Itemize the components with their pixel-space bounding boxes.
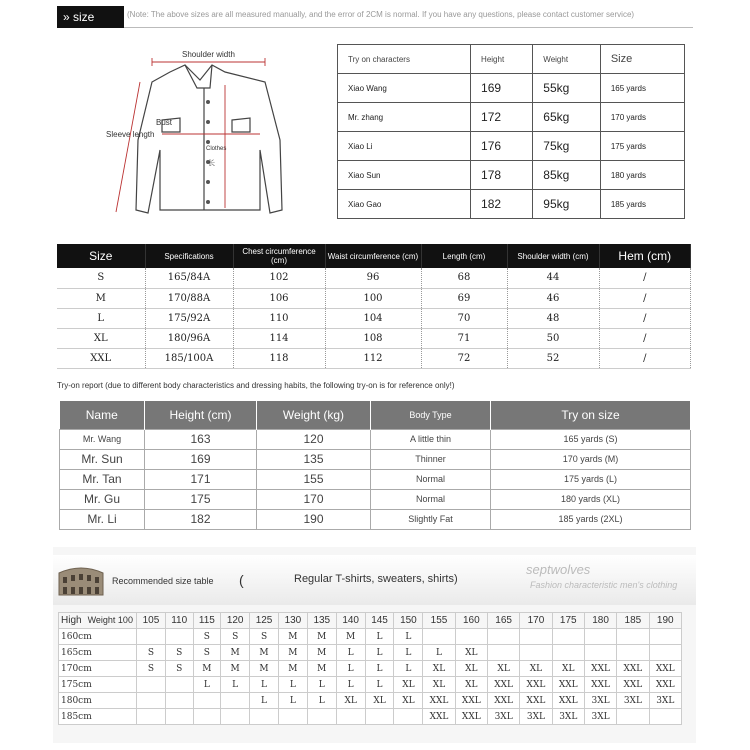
size-cell: XL	[520, 661, 552, 677]
table-cell: Normal	[371, 489, 491, 509]
table-cell: /	[599, 308, 691, 328]
height-cell: 180cm	[59, 693, 137, 709]
table-cell: 96	[325, 268, 421, 288]
size-cell	[584, 645, 616, 661]
size-cell: 3XL	[584, 693, 616, 709]
size-cell	[394, 709, 423, 725]
size-cell: L	[394, 629, 423, 645]
size-cell: M	[250, 661, 279, 677]
size-cell: XXL	[487, 693, 519, 709]
size-cell: L	[336, 645, 365, 661]
table-cell: 95kg	[533, 190, 601, 219]
weight-header-cell: 180	[584, 613, 616, 629]
size-cell: XXL	[423, 709, 455, 725]
weight-header-cell: 130	[278, 613, 307, 629]
size-cell: S	[165, 661, 193, 677]
table-cell: 102	[233, 268, 325, 288]
weight-header-cell: 105	[137, 613, 166, 629]
table-cell: 85kg	[533, 161, 601, 190]
table-cell: 100	[325, 288, 421, 308]
size-cell: L	[394, 645, 423, 661]
size-cell: L	[365, 677, 394, 693]
recommended-subtitle: Regular T-shirts, sweaters, shirts)	[294, 573, 458, 585]
table-cell: 55kg	[533, 74, 601, 103]
height-cell: 160cm	[59, 629, 137, 645]
size-cell: L	[193, 677, 221, 693]
size-cell	[617, 709, 649, 725]
height-cell: 170cm	[59, 661, 137, 677]
table-row	[57, 268, 691, 288]
size-cell: XL	[423, 661, 455, 677]
size-cell: M	[336, 629, 365, 645]
size-cell	[520, 629, 552, 645]
table-cell: 106	[233, 288, 325, 308]
size-cell: L	[336, 661, 365, 677]
size-cell: XXL	[520, 677, 552, 693]
size-cell: 3XL	[584, 709, 616, 725]
table-cell: Xiao Sun	[338, 161, 471, 190]
table-cell: 112	[325, 348, 421, 368]
size-cell: XL	[487, 661, 519, 677]
size-cell: L	[278, 693, 307, 709]
table-row	[60, 469, 691, 489]
size-cell	[584, 629, 616, 645]
table-cell: Mr. zhang	[338, 103, 471, 132]
size-cell	[221, 709, 250, 725]
size-cell: XL	[552, 661, 584, 677]
table-row	[338, 161, 685, 190]
weight-header-cell: 175	[552, 613, 584, 629]
table-cell: 135	[257, 449, 371, 469]
weight-header-cell: 140	[336, 613, 365, 629]
table-cell: M	[57, 288, 145, 308]
table-row	[59, 645, 682, 661]
table-row	[60, 429, 691, 449]
table-cell: 69	[421, 288, 507, 308]
table-cell: L	[57, 308, 145, 328]
table-cell: 182	[145, 509, 257, 529]
table-cell: /	[599, 348, 691, 368]
height-cell: 185cm	[59, 709, 137, 725]
table-row	[59, 629, 682, 645]
table-row	[59, 693, 682, 709]
table-cell: 165/84A	[145, 268, 233, 288]
size-cell: 3XL	[520, 709, 552, 725]
table-row	[57, 288, 691, 308]
size-cell	[487, 629, 519, 645]
size-cell	[137, 677, 166, 693]
size-cell: L	[278, 677, 307, 693]
size-cell: L	[365, 629, 394, 645]
table-cell: 185 yards (2XL)	[491, 509, 691, 529]
size-cell	[137, 709, 166, 725]
table-row	[57, 308, 691, 328]
size-cell: M	[221, 661, 250, 677]
table-cell: Mr. Sun	[60, 449, 145, 469]
bust-label: Bust	[156, 118, 173, 127]
weight-header-cell: 110	[165, 613, 193, 629]
table-header-row	[338, 45, 685, 74]
column-header: Weight	[533, 45, 601, 74]
table-cell: 180 yards	[600, 161, 684, 190]
recommended-size-grid	[58, 612, 682, 725]
table-cell: 180/96A	[145, 328, 233, 348]
corner-weight-label: Weight 100	[87, 615, 133, 625]
size-cell: XL	[455, 677, 487, 693]
size-cell: L	[423, 645, 455, 661]
weight-header-cell: 125	[250, 613, 279, 629]
table-row	[60, 489, 691, 509]
weight-header-cell: 185	[617, 613, 649, 629]
table-cell: 70	[421, 308, 507, 328]
column-header: Try on size	[491, 401, 691, 429]
table-row	[338, 103, 685, 132]
size-cell: XL	[394, 693, 423, 709]
size-cell: M	[221, 645, 250, 661]
size-cell	[193, 709, 221, 725]
size-cell: 3XL	[552, 709, 584, 725]
table-cell: 155	[257, 469, 371, 489]
size-cell: L	[394, 661, 423, 677]
size-cell: XXL	[617, 661, 649, 677]
table-cell: 50	[507, 328, 599, 348]
sleeve-length-label: Sleeve length	[106, 130, 155, 139]
height-cell: 175cm	[59, 677, 137, 693]
table-row	[338, 132, 685, 161]
size-cell	[278, 709, 307, 725]
size-cell: M	[193, 661, 221, 677]
tryon-report-table	[59, 401, 691, 530]
size-cell: XXL	[552, 677, 584, 693]
size-cell: XXL	[617, 677, 649, 693]
table-cell: 169	[471, 74, 533, 103]
size-cell: L	[307, 693, 336, 709]
size-cell: S	[137, 661, 166, 677]
size-cell: XXL	[584, 661, 616, 677]
table-cell: 176	[471, 132, 533, 161]
table-cell: 104	[325, 308, 421, 328]
table-cell: 182	[471, 190, 533, 219]
size-cell	[137, 629, 166, 645]
recommended-title: Recommended size table	[112, 576, 214, 586]
size-cell: XL	[423, 677, 455, 693]
size-cell: M	[278, 629, 307, 645]
weight-header-cell: 135	[307, 613, 336, 629]
table-cell: 171	[145, 469, 257, 489]
table-cell: 175	[145, 489, 257, 509]
column-header: Size	[57, 244, 145, 268]
size-cell: 3XL	[649, 693, 681, 709]
weight-header-cell: 150	[394, 613, 423, 629]
size-cell	[617, 645, 649, 661]
size-cell: XXL	[649, 661, 681, 677]
measurement-note: (Note: The above sizes are all measured manually, and the error of 2CM is normal. If you have any questions, please contact customer service)	[127, 10, 635, 19]
size-cell	[520, 645, 552, 661]
table-cell: 170 yards	[600, 103, 684, 132]
table-cell: 190	[257, 509, 371, 529]
size-cell: M	[307, 645, 336, 661]
brand-watermark: septwolves	[526, 562, 591, 577]
weight-header-cell: 165	[487, 613, 519, 629]
table-row	[59, 709, 682, 725]
size-cell: L	[250, 677, 279, 693]
table-cell: 175 yards	[600, 132, 684, 161]
size-cell: S	[250, 629, 279, 645]
table-cell: 46	[507, 288, 599, 308]
size-cell: XXL	[649, 677, 681, 693]
column-header: Waist circumference (cm)	[325, 244, 421, 268]
size-cell	[617, 629, 649, 645]
size-cell: XL	[394, 677, 423, 693]
column-header: Shoulder width (cm)	[507, 244, 599, 268]
table-cell: XL	[57, 328, 145, 348]
size-cell: L	[336, 677, 365, 693]
size-cell: XXL	[552, 693, 584, 709]
table-cell: 72	[421, 348, 507, 368]
table-cell: Thinner	[371, 449, 491, 469]
table-row	[59, 677, 682, 693]
size-cell: M	[250, 645, 279, 661]
size-chart-tag: » size chart	[57, 6, 124, 28]
size-cell	[250, 709, 279, 725]
table-cell: 175/92A	[145, 308, 233, 328]
table-cell: 175 yards (L)	[491, 469, 691, 489]
weight-header-cell: 170	[520, 613, 552, 629]
table-cell: A little thin	[371, 429, 491, 449]
table-cell: 44	[507, 268, 599, 288]
table-cell: 75kg	[533, 132, 601, 161]
table-cell: 68	[421, 268, 507, 288]
size-cell: L	[365, 645, 394, 661]
size-cell	[365, 709, 394, 725]
size-spec-table	[57, 244, 691, 369]
column-header: Length (cm)	[421, 244, 507, 268]
column-header: Try on characters	[338, 45, 471, 74]
table-cell: 65kg	[533, 103, 601, 132]
column-header: Body Type	[371, 401, 491, 429]
table-row	[338, 190, 685, 219]
table-cell: 165 yards (S)	[491, 429, 691, 449]
size-cell: XXL	[455, 693, 487, 709]
column-header: Chest circumference (cm)	[233, 244, 325, 268]
weight-header-cell: 120	[221, 613, 250, 629]
size-cell	[193, 693, 221, 709]
size-cell: XXL	[455, 709, 487, 725]
tryon-report-note: Try-on report (due to different body characteristics and dressing habits, the following try-on is for reference only!)	[57, 381, 455, 390]
table-cell: /	[599, 328, 691, 348]
table-cell: 165 yards	[600, 74, 684, 103]
colosseum-icon	[57, 563, 105, 597]
size-cell: 3XL	[487, 709, 519, 725]
column-header: Height (cm)	[145, 401, 257, 429]
table-cell: 110	[233, 308, 325, 328]
length-glyph: 长	[208, 160, 215, 167]
size-cell: XXL	[423, 693, 455, 709]
table-cell: Xiao Gao	[338, 190, 471, 219]
shirt-diagram	[100, 40, 320, 230]
column-header: Specifications	[145, 244, 233, 268]
table-cell: 114	[233, 328, 325, 348]
size-cell: M	[307, 629, 336, 645]
weight-header-cell: 160	[455, 613, 487, 629]
table-row	[57, 328, 691, 348]
size-cell: XXL	[487, 677, 519, 693]
table-cell: 170 yards (M)	[491, 449, 691, 469]
size-cell: M	[278, 645, 307, 661]
size-cell: L	[221, 677, 250, 693]
table-row	[59, 661, 682, 677]
size-cell: XL	[336, 693, 365, 709]
size-cell: L	[307, 677, 336, 693]
table-cell: 180 yards (XL)	[491, 489, 691, 509]
weight-header-cell: 155	[423, 613, 455, 629]
tryon-characters-table	[337, 44, 685, 219]
size-cell	[649, 629, 681, 645]
size-cell: L	[250, 693, 279, 709]
size-cell: S	[221, 629, 250, 645]
size-cell	[165, 693, 193, 709]
table-cell: Mr. Tan	[60, 469, 145, 489]
size-cell: S	[165, 645, 193, 661]
column-header: Size	[600, 45, 684, 74]
table-cell: /	[599, 268, 691, 288]
column-header: Height	[471, 45, 533, 74]
size-cell: M	[278, 661, 307, 677]
size-cell: M	[307, 661, 336, 677]
table-cell: Xiao Wang	[338, 74, 471, 103]
table-row	[60, 509, 691, 529]
table-cell: 163	[145, 429, 257, 449]
column-header: Name	[60, 401, 145, 429]
table-cell: Mr. Li	[60, 509, 145, 529]
size-cell	[649, 645, 681, 661]
size-cell: XL	[365, 693, 394, 709]
table-cell: Xiao Li	[338, 132, 471, 161]
height-cell: 165cm	[59, 645, 137, 661]
size-cell	[307, 709, 336, 725]
table-cell: 108	[325, 328, 421, 348]
size-cell: S	[193, 645, 221, 661]
clothes-label: Clothes	[206, 146, 227, 152]
weight-header-cell: 115	[193, 613, 221, 629]
weight-header-cell: 190	[649, 613, 681, 629]
grid-corner-cell	[59, 613, 137, 629]
weight-header-cell: 145	[365, 613, 394, 629]
column-header: Weight (kg)	[257, 401, 371, 429]
size-cell	[165, 677, 193, 693]
size-cell: S	[193, 629, 221, 645]
size-cell	[137, 693, 166, 709]
table-cell: 48	[507, 308, 599, 328]
size-cell	[487, 645, 519, 661]
size-cell	[423, 629, 455, 645]
size-cell	[455, 629, 487, 645]
size-cell	[165, 709, 193, 725]
table-row	[57, 348, 691, 368]
table-cell: Mr. Gu	[60, 489, 145, 509]
table-header-row	[60, 401, 691, 429]
table-cell: 118	[233, 348, 325, 368]
size-cell: XL	[455, 661, 487, 677]
size-cell: L	[365, 661, 394, 677]
table-cell: 185/100A	[145, 348, 233, 368]
grid-header-row	[59, 613, 682, 629]
size-cell	[552, 629, 584, 645]
table-cell: Mr. Wang	[60, 429, 145, 449]
table-cell: 185 yards	[600, 190, 684, 219]
shoulder-width-label: Shoulder width	[182, 50, 235, 59]
size-chart-header	[57, 6, 693, 46]
table-cell: 71	[421, 328, 507, 348]
recommended-paren: (	[239, 572, 244, 588]
table-cell: 178	[471, 161, 533, 190]
table-cell: 170	[257, 489, 371, 509]
size-cell: 3XL	[617, 693, 649, 709]
size-cell: XXL	[520, 693, 552, 709]
table-cell: 172	[471, 103, 533, 132]
table-cell: 169	[145, 449, 257, 469]
size-cell	[649, 709, 681, 725]
table-row	[60, 449, 691, 469]
column-header: Hem (cm)	[599, 244, 691, 268]
table-cell: 52	[507, 348, 599, 368]
table-header-row	[57, 244, 691, 268]
table-cell: S	[57, 268, 145, 288]
table-cell: Slightly Fat	[371, 509, 491, 529]
corner-high-label: High	[61, 615, 82, 626]
table-cell: 170/88A	[145, 288, 233, 308]
size-cell: XXL	[584, 677, 616, 693]
table-row	[338, 74, 685, 103]
table-cell: 120	[257, 429, 371, 449]
table-cell: /	[599, 288, 691, 308]
brand-tagline: Fashion characteristic men's clothing	[530, 580, 678, 590]
size-cell	[552, 645, 584, 661]
size-cell: XL	[455, 645, 487, 661]
size-cell: S	[137, 645, 166, 661]
table-cell: Normal	[371, 469, 491, 489]
size-cell	[221, 693, 250, 709]
size-cell	[165, 629, 193, 645]
size-cell	[336, 709, 365, 725]
table-cell: XXL	[57, 348, 145, 368]
